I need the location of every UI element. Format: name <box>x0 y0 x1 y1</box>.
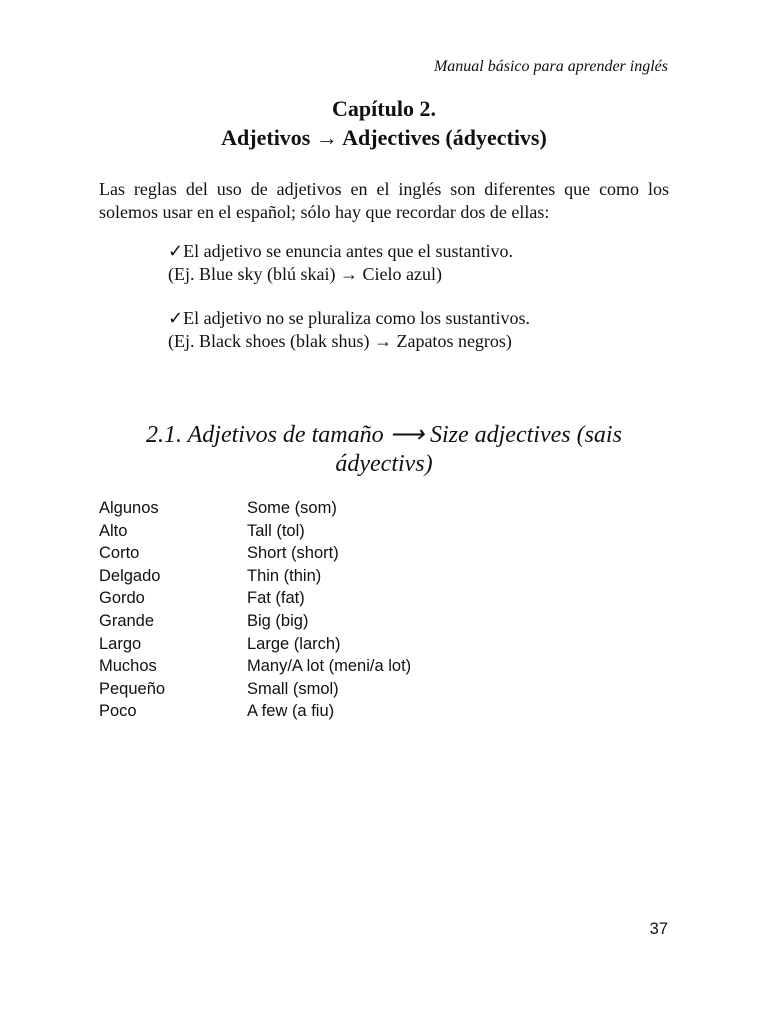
spanish-word: Grande <box>99 611 155 630</box>
running-header: Manual básico para aprender inglés <box>433 58 668 75</box>
vocabulary-row <box>99 610 619 633</box>
english-word: A few (a fiu) <box>247 702 335 721</box>
rule-item <box>168 307 530 352</box>
vocabulary-row <box>99 520 619 543</box>
rule-text: El adjetivo se enuncia antes que el sustantivo. <box>183 241 513 261</box>
spanish-word: Largo <box>99 634 142 653</box>
checkmark-icon: ✓ <box>168 308 184 329</box>
spanish-word: Corto <box>99 544 140 563</box>
vocabulary-row <box>99 700 619 723</box>
rule-line <box>168 307 530 330</box>
spanish-word: Pequeño <box>99 679 166 698</box>
vocabulary-row <box>99 678 619 701</box>
vocabulary-row <box>99 587 619 610</box>
rule-example: (Ej. Blue sky (blú skai) → Cielo azul) <box>168 264 442 284</box>
spanish-word: Muchos <box>99 657 157 676</box>
english-word: Fat (fat) <box>247 589 305 608</box>
english-word: Big (big) <box>247 611 309 630</box>
vocabulary-row <box>99 633 619 656</box>
checkmark-icon: ✓ <box>168 241 184 262</box>
vocabulary-row <box>99 497 619 520</box>
spanish-word: Alto <box>99 521 128 540</box>
vocabulary-row <box>99 565 619 588</box>
spanish-word: Gordo <box>99 589 145 608</box>
vocabulary-row <box>99 542 619 565</box>
english-word: Large (larch) <box>247 634 341 653</box>
english-word: Small (smol) <box>247 679 339 698</box>
rule-line <box>168 240 513 263</box>
rule-item <box>168 240 513 285</box>
english-word: Some (som) <box>247 499 337 517</box>
chapter-title: Adjetivos → Adjectives (ádyectivs) <box>221 125 547 150</box>
spanish-word: Poco <box>99 702 137 721</box>
vocabulary-list <box>99 497 619 723</box>
english-word: Thin (thin) <box>247 566 322 585</box>
page-number: 37 <box>649 920 668 938</box>
intro-paragraph: Las reglas del uso de adjetivos en el inglés son diferentes que como los solemos usar en el español; sólo hay que recordar dos de ellas: <box>99 179 669 222</box>
chapter-number: Capítulo 2. <box>332 96 436 121</box>
rule-text: El adjetivo no se pluraliza como los sustantivos. <box>183 308 531 328</box>
section-title: 2.1. Adjetivos de tamaño ⟶ Size adjectives (sais ádyectivs) <box>146 422 622 477</box>
rule-example: (Ej. Black shoes (blak shus) → Zapatos negros) <box>168 331 512 351</box>
spanish-word: Delgado <box>99 566 161 585</box>
vocabulary-row <box>99 655 619 678</box>
spanish-word: Algunos <box>99 499 159 517</box>
english-word: Many/A lot (meni/a lot) <box>247 657 412 676</box>
english-word: Tall (tol) <box>247 521 305 540</box>
english-word: Short (short) <box>247 544 339 563</box>
